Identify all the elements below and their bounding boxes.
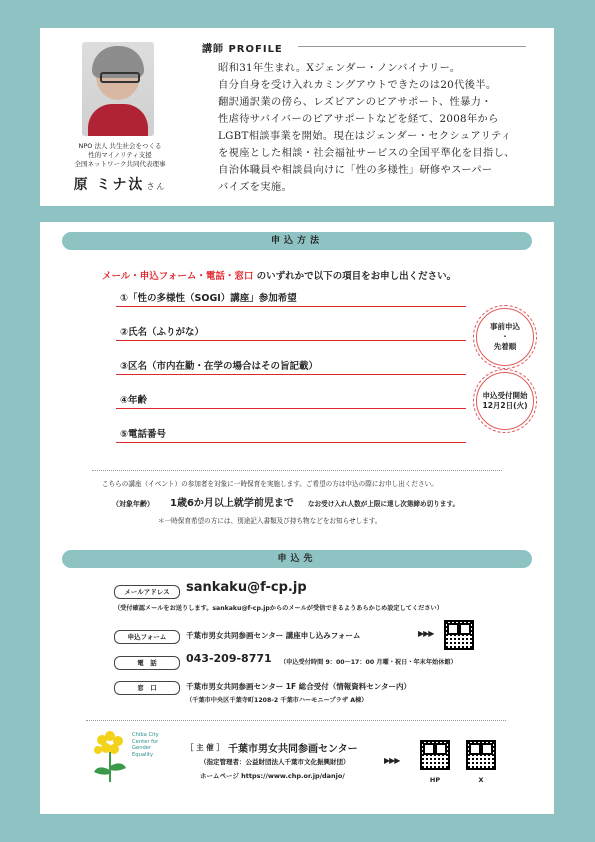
field-participation: ①「性の多様性（SOGI）講座」参加希望 xyxy=(116,290,466,307)
speaker-photo xyxy=(82,42,154,136)
divider xyxy=(92,470,502,471)
homepage-link[interactable]: ホームページ https://www.chp.or.jp/danjo/ xyxy=(200,772,345,780)
childcare-note: ＊一時保育希望の方には、別途記入書類及び持ち物などをお知らせします。 xyxy=(158,517,382,525)
email-label: メールアドレス xyxy=(114,585,180,599)
hp-qr-code[interactable] xyxy=(420,740,450,770)
speaker-bio: 昭和31年生まれ。Xジェンダー・ノンバイナリー。 自分自身を受け入れカミングアウトできたのは20代後半。 翻訳通訳業の傍ら、レズビアンのピアサポート、性暴力・ 性虐待サバイバーのピアサポートなどを経て、2008年から LGBT相談事業を開始。現在はジェンダー・セクシュアリティ を視座とした相談・社会福祉サービスの全国平準化を目指し、 自治体職員や相談員向けに「性の多様性」研修やスーパー バイズを実施。 xyxy=(218,62,515,193)
destination-header: 申込先 xyxy=(62,550,532,568)
start-date-badge: 申込受付開始 12月2日(火) xyxy=(476,372,534,430)
divider xyxy=(298,46,526,47)
field-name: ②氏名（ふりがな） xyxy=(116,324,466,341)
email-link[interactable]: sankaku@f-cp.jp xyxy=(186,580,307,595)
arrow-icon: ▶▶▶ xyxy=(418,629,434,638)
host-name: 千葉市男女共同参画センター xyxy=(228,744,358,755)
window-label: 窓 口 xyxy=(114,681,180,695)
phone-label: 電 話 xyxy=(114,656,180,670)
email-note: （受付確認メールをお送りします。sankaku@f-cp.jpからのメールが受信できるようあらかじめ設定してください） xyxy=(114,605,443,612)
field-ward: ③区名（市内在勤・在学の場合はその旨記載） xyxy=(116,358,466,375)
profile-card xyxy=(40,28,554,206)
form-label: 申込フォーム xyxy=(114,630,180,644)
hp-qr-label: HP xyxy=(429,776,441,784)
phone-number[interactable]: 043-209-8771 xyxy=(186,652,272,665)
x-qr-label: X xyxy=(478,776,484,784)
host-manager: （指定管理者：公益財団法人千葉市文化振興財団） xyxy=(200,758,350,766)
x-qr-code[interactable] xyxy=(466,740,496,770)
field-age: ④年齢 xyxy=(116,392,466,409)
host-label: ［ 主 催 ］ xyxy=(186,743,224,752)
arrow-icon: ▶▶▶ xyxy=(384,756,400,765)
form-link[interactable]: 千葉市男女共同参画センター 講座申し込みフォーム xyxy=(186,631,361,640)
speaker-name: 原 ミナ汰 さん xyxy=(73,177,167,193)
logo-text: Chiba City Center for Gender Equality xyxy=(132,732,159,758)
application-card xyxy=(40,222,554,814)
childcare-info: こちらの講座（イベント）の参加者を対象に一時保育を実施します。ご希望の方は申込の際にお申し出ください。 xyxy=(102,480,438,488)
apply-intro: メール・申込フォーム・電話・窓口 のいずれかで以下の項目をお申し出ください。 xyxy=(102,271,457,282)
speaker-organization: NPO 法人 共生社会をつくる 性的マイノリティ支援 全国ネットワーク共同代表理事 xyxy=(74,142,166,168)
divider xyxy=(86,720,506,721)
form-qr-code[interactable] xyxy=(444,620,474,650)
field-phone: ⑤電話番号 xyxy=(116,426,466,443)
phone-hours: （申込受付時間 9：00～17：00 月曜・祝日・年末年始休館） xyxy=(280,659,457,666)
childcare-age: （対象年齢） 1歳6か月以上就学前児まで なお受け入れ人数が上限に達し次第締め切ります。 xyxy=(112,498,460,509)
advance-registration-badge: 事前申込 ・ 先着順 xyxy=(476,308,534,366)
center-logo xyxy=(86,730,134,786)
profile-title: 講師 PROFILE xyxy=(202,44,283,55)
window-location: 千葉市男女共同参画センター 1F 総合受付（情報資料センター内） xyxy=(186,682,411,691)
window-address: （千葉市中央区千葉寺町1208-2 千葉市ハーモニープラザ A棟） xyxy=(186,697,368,704)
apply-method-header: 申込方法 xyxy=(62,232,532,250)
